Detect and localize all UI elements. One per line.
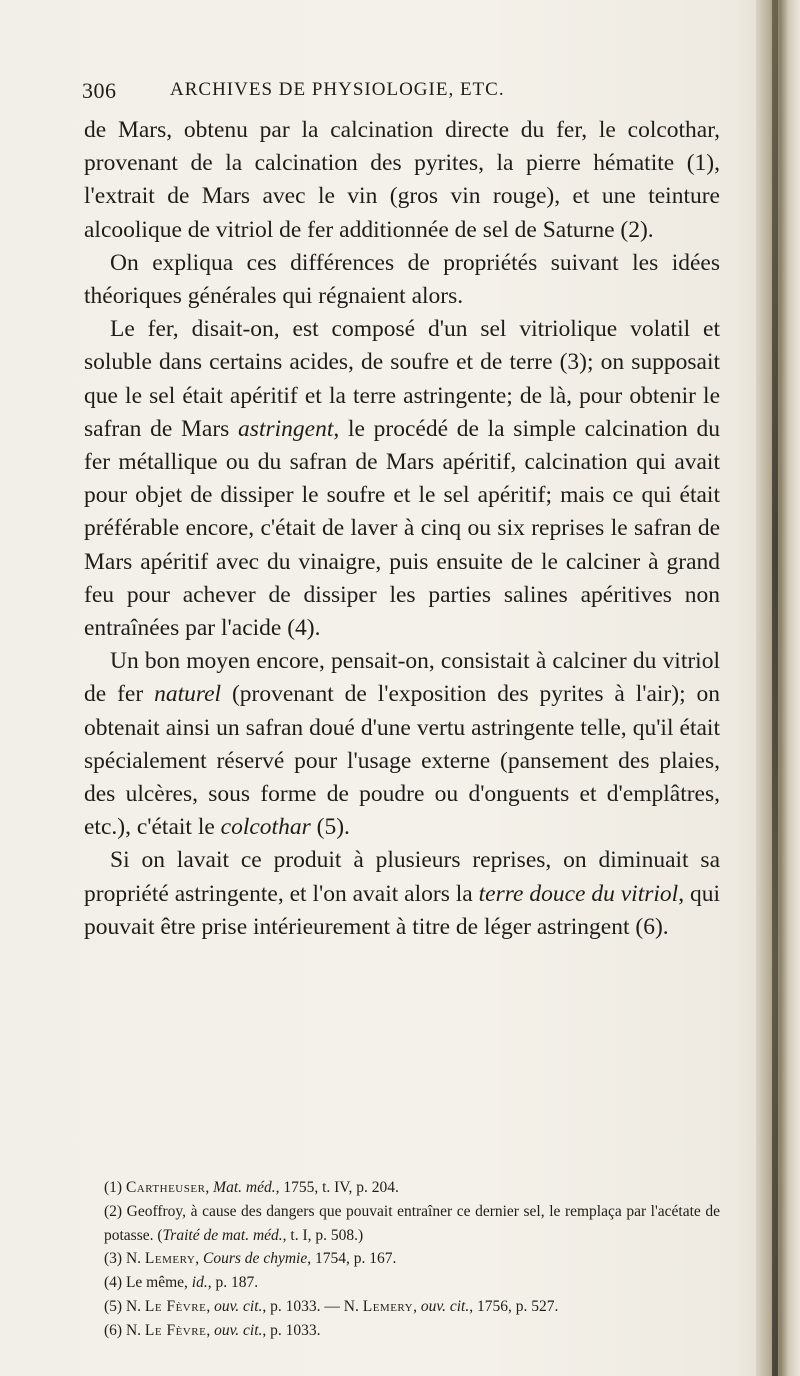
paragraph-3: Le fer, disait-on, est composé d'un sel vitriolique volatil et soluble dans certains acides, de soufre et de terre (3); on supposait que le sel était apéritif et la terre astringente; de là, pour obtenir le safran de Mars astringent, le procédé de la simple calcination du fer métallique ou du safran de Mars apéritif, calcination qui avait pour objet de dissiper le soufre et le sel apéritif; mais ce qui était préférable encore, c'était de laver à cinq ou six reprises le safran de Mars apéritif avec du vinaigre, puis ensuite de le calciner à grand feu pour achever de dissiper les parties salines apéritives non entraînées par l'acide (4). (84, 316, 720, 642)
footnote-1: (1) Cartheuser, Mat. méd., 1755, t. IV, p. 204. (104, 1179, 399, 1196)
footnote-2: (2) Geoffroy, à cause des dangers que pouvait entraîner ce dernier sel, le remplaça par l'acétate de potasse. (Traité de mat. méd., t. I, p. 508.) (104, 1202, 720, 1244)
italic-term: colcothar (220, 814, 311, 841)
running-title: ARCHIVES DE PHYSIOLOGIE, ETC. (170, 79, 505, 100)
footnote-3: (3) N. Lemery, Cours de chymie, 1754, p. 167. (104, 1250, 397, 1268)
paragraph-1: de Mars, obtenu par la calcination directe du fer, le colcothar, provenant de la calcination des pyrites, la pierre hématite (1), l'extrait de Mars avec le vin (gros vin rouge), et une teinture alcoolique de vitriol de fer additionnée de sel de Saturne (2). (84, 117, 720, 243)
footnote-4: (4) Le même, id., p. 187. (104, 1274, 259, 1292)
italic-term: terre douce du vitriol (478, 880, 679, 907)
paragraph-2: On expliqua ces différences de propriétés suivant les idées théoriques générales qui régnaient alors. (84, 249, 720, 310)
footnote-5: (5) N. Le Fèvre, ouv. cit., p. 1033. — N. Lemery, ouv. cit., 1756, p. 527. (104, 1297, 559, 1315)
paragraph-4: Un bon moyen encore, pensait-on, consistait à calciner du vitriol de fer naturel (provenant de l'exposition des pyrites à l'air); on obtenait ainsi un safran doué d'une vertu astringente telle, qu'il était spécialement réservé pour l'usage externe (pansement des plaies, des ulcères, sous forme de poudre ou d'onguents et d'emplâtres, etc.), c'était le colcothar (5). (84, 648, 720, 841)
page-edge-shadow (756, 0, 800, 1376)
italic-term: naturel (154, 681, 222, 708)
body-text (84, 114, 720, 944)
footnotes (84, 1176, 720, 1343)
footnote-6: (6) N. Le Fèvre, ouv. cit., p. 1033. (104, 1321, 321, 1339)
italic-term: astringent (238, 415, 334, 442)
page-number: 306 (82, 78, 117, 103)
binding-edge (772, 0, 778, 1376)
paragraph-5: Si on lavait ce produit à plusieurs reprises, on diminuait sa propriété astringente, et l'on avait alors la terre douce du vitriol, qui pouvait être prise intérieurement à titre de léger astringent (6). (84, 847, 720, 940)
running-header (82, 78, 722, 108)
